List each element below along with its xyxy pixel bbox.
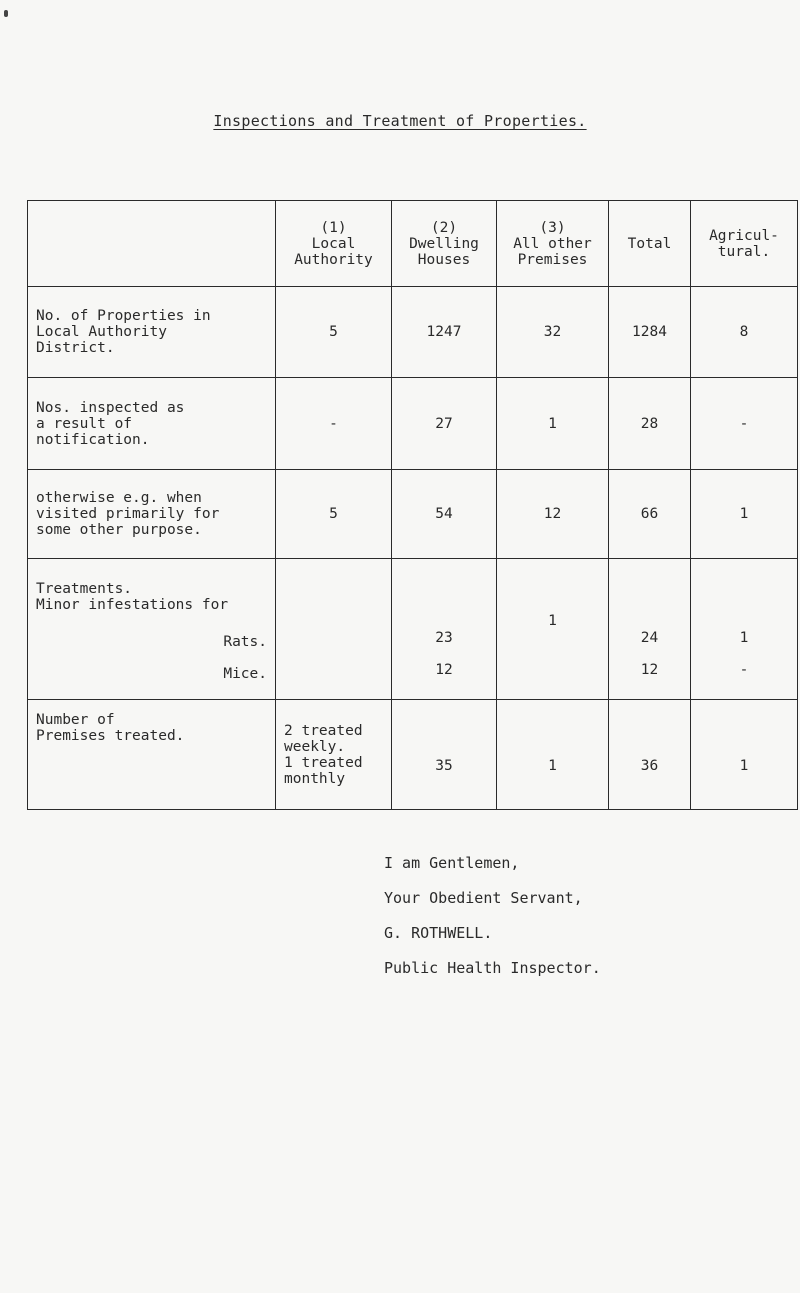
inspections-table bbox=[27, 200, 798, 810]
sub-label-mice: Mice. bbox=[223, 665, 267, 682]
cell-value: 8 bbox=[691, 287, 798, 378]
header-blank bbox=[28, 201, 276, 287]
cell-value: 1284 bbox=[609, 287, 691, 378]
cell-value: 1 bbox=[691, 700, 798, 810]
table-row bbox=[28, 287, 798, 378]
cell-value: 5 bbox=[276, 287, 392, 378]
table-header-row bbox=[28, 201, 798, 287]
cell-value: 35 bbox=[392, 700, 497, 810]
row-label-treatments bbox=[28, 559, 276, 700]
row-label: No. of Properties in Local Authority District. bbox=[28, 287, 276, 378]
cell-value: 2 treated weekly. 1 treated monthly bbox=[276, 700, 392, 810]
header-other-premises: (3) All other Premises bbox=[497, 201, 609, 287]
closing-line: Your Obedient Servant, bbox=[384, 889, 583, 907]
cell-value: 12 bbox=[497, 470, 609, 559]
cell-value: 28 bbox=[609, 378, 691, 470]
cell-value: 66 bbox=[609, 470, 691, 559]
row-label: Treatments. Minor infestations for bbox=[36, 580, 229, 613]
cell-value: 1 bbox=[691, 470, 798, 559]
header-total: Total bbox=[609, 201, 691, 287]
row-label: Number of Premises treated. bbox=[28, 700, 276, 810]
cell-value: 1 bbox=[497, 559, 609, 700]
cell-value: 32 bbox=[497, 287, 609, 378]
header-local-authority: (1) Local Authority bbox=[276, 201, 392, 287]
cell-value: - bbox=[691, 378, 798, 470]
table-row bbox=[28, 470, 798, 559]
table-row bbox=[28, 378, 798, 470]
sub-label-rats: Rats. bbox=[223, 633, 267, 650]
row-label: otherwise e.g. when visited primarily for some other purpose. bbox=[28, 470, 276, 559]
cell-value: 1247 bbox=[392, 287, 497, 378]
cell-value: 54 bbox=[392, 470, 497, 559]
header-agricultural: Agricul- tural. bbox=[691, 201, 798, 287]
cell-value: 5 bbox=[276, 470, 392, 559]
cell-value: 1 bbox=[497, 700, 609, 810]
row-label: Nos. inspected as a result of notification. bbox=[28, 378, 276, 470]
cell-value: - bbox=[276, 378, 392, 470]
signature-block bbox=[384, 846, 601, 986]
cell-value bbox=[276, 559, 392, 700]
page-title: Inspections and Treatment of Properties. bbox=[213, 112, 587, 130]
signatory-title: Public Health Inspector. bbox=[384, 959, 601, 977]
table-row bbox=[28, 700, 798, 810]
cell-value: 1 - bbox=[691, 559, 798, 700]
cell-value: 36 bbox=[609, 700, 691, 810]
scan-mark bbox=[4, 10, 8, 17]
cell-value: 27 bbox=[392, 378, 497, 470]
header-dwelling-houses: (2) Dwelling Houses bbox=[392, 201, 497, 287]
cell-value: 1 bbox=[497, 378, 609, 470]
table-row bbox=[28, 559, 798, 700]
closing-line: I am Gentlemen, bbox=[384, 854, 520, 872]
cell-value: 24 12 bbox=[609, 559, 691, 700]
cell-value: 23 12 bbox=[392, 559, 497, 700]
signatory-name: G. ROTHWELL. bbox=[384, 924, 493, 942]
